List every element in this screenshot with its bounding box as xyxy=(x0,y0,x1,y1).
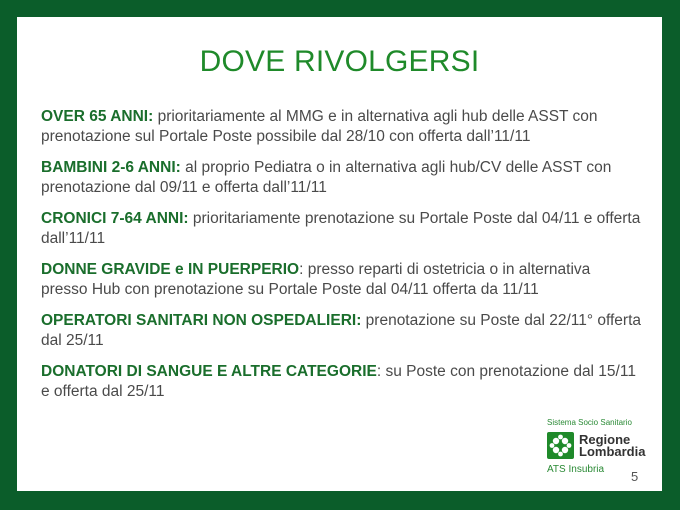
list-item xyxy=(41,209,641,248)
logo-system-label: Sistema Socio Sanitario xyxy=(547,418,632,427)
list-item xyxy=(41,107,641,146)
logo-region-name xyxy=(579,431,646,459)
logo-brand xyxy=(547,432,657,459)
item-label: OPERATORI SANITARI NON OSPEDALIERI: xyxy=(41,312,362,329)
slide-content xyxy=(41,107,641,413)
item-text: : presso reparti di ostetricia o in alternativa presso Hub con prenotazione su Portale Poste dal 04/11 offerta da 11/11 xyxy=(41,261,591,298)
item-label: CRONICI 7-64 ANNI: xyxy=(41,210,189,227)
item-text: : su Poste con prenotazione dal 15/11 e offerta dal 25/11 xyxy=(41,363,636,400)
list-item xyxy=(41,260,641,299)
item-text: al proprio Pediatra o in alternativa agli hub/CV delle ASST con prenotazione dal 09/11 e offerta dall’11/11 xyxy=(41,159,612,196)
item-label: DONATORI DI SANGUE E ALTRE CATEGORIE xyxy=(41,363,377,380)
logo-region-line1: Regione xyxy=(579,431,631,447)
list-item xyxy=(41,311,641,350)
regione-lombardia-logo xyxy=(547,418,657,475)
slide xyxy=(17,17,662,491)
item-label: DONNE GRAVIDE e IN PUERPERIO xyxy=(41,261,300,278)
list-item xyxy=(41,158,641,197)
item-text: prioritariamente prenotazione su Portale Poste dal 04/11 e offerta dall’11/11 xyxy=(41,210,641,247)
item-label: BAMBINI 2-6 ANNI: xyxy=(41,159,181,176)
list-item xyxy=(41,362,641,401)
lombardia-rose-icon xyxy=(547,432,574,459)
logo-agency-label: ATS Insubria xyxy=(547,464,605,475)
item-label: OVER 65 ANNI: xyxy=(41,108,154,125)
logo-region-line2: Lombardia xyxy=(579,443,646,459)
item-text: prioritariamente al MMG e in alternativa agli hub delle ASST con prenotazione sul Portale Poste possibile dal 28/10 con offerta dall’11/11 xyxy=(41,108,598,145)
page-number: 5 xyxy=(631,469,639,484)
slide-title: DOVE RIVOLGERSI xyxy=(199,45,480,78)
item-text: prenotazione su Poste dal 22/11° offerta dal 25/11 xyxy=(41,312,642,349)
